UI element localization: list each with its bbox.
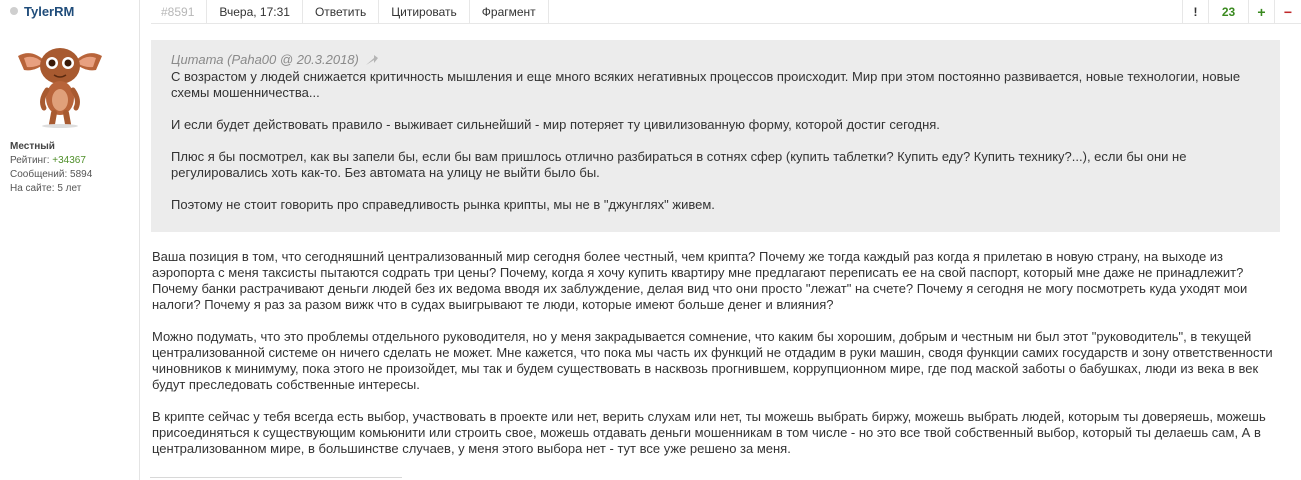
rating-label: Рейтинг: [10,155,50,166]
user-row [10,4,139,18]
quote-button[interactable]: Цитировать [379,0,470,23]
onsite-value: 5 лет [57,183,82,194]
rating-value: +34367 [52,155,86,166]
reply-button[interactable]: Ответить [303,0,379,23]
onsite-label: На сайте: [10,183,55,194]
quote-paragraph: С возрастом у людей снижается критичность мышления и еще много всяких негативных процессов происходит. Мир при этом постоянно развивается, новые технологии, новые схемы мошенничества... [171,69,1241,100]
post-paragraph: Ваша позиция в том, что сегодняшний централизованный мир сегодня более честный, чем крипта? Почему же тогда каждый раз когда я прилетаю в новую страну, на выходе из аэропорта с меня таксисты пытаются содрать три цены? Почему, когда я хочу купить квартиру мне предлагают переписать ее на свой паспорт, который мне даже не принадлежит? Почему банки растрачивают деньги людей без их ведома вводя их заблуждение, делая вид что они просто "лежат" на счете? Почему я сегодня не могу посмотреть куда уходят мои налоги? Почему я раз за разом вижк что в судах выигрывают те люди, которые имеют больше денег и влияния? [152,249,1248,312]
quote-block [151,40,1280,232]
user-onsite [10,182,139,196]
quote-paragraph: И если будет действовать правило - выживает сильнейший - мир потеряет ту цивилизованную форму, которой достиг сегодня. [171,117,940,132]
quote-paragraph: Поэтому не стоит говорить про справедливость рынка крипты, мы не в "джунглях" живем. [171,197,715,212]
avatar[interactable] [10,28,110,128]
post-number-link[interactable]: #8591 [151,0,207,23]
user-rating [10,154,139,168]
quote-author: Цитата (Paha00 @ 20.3.2018) [171,52,359,67]
user-rank: Местный [10,141,55,152]
upvote-button[interactable]: + [1249,0,1275,23]
report-button[interactable]: ! [1183,0,1209,23]
toolbar-spacer [549,0,1183,23]
downvote-button[interactable]: − [1283,3,1293,20]
quote-paragraph: Плюс я бы посмотрел, как вы запели бы, если бы вам пришлось отлично разбираться в сотнях сфер (купить таблетки? Купить еду? Купить технику?...), если бы они не регулировались хоть как-то. Без автомата на улицу не выйти было бы. [171,149,1187,180]
username-link[interactable]: TylerRM [24,3,75,19]
post-rating: 23 [1209,0,1249,23]
post [151,0,1301,480]
posts-label: Сообщений: [10,169,68,180]
quote-arrow-icon[interactable] [365,55,379,65]
user-posts [10,168,139,182]
post-body [152,249,1287,473]
post-paragraph: Можно подумать, что это проблемы отдельного руководителя, но у меня закрадывается сомнение, что каким бы хорошим, добрым и честным ни был этот "руководитель", в текущей централизованной системе он ничего сделать не может. Мне кажется, что пока мы часть их функций не отдадим в руки машин, сводя функции самих государств и зону ответственности чиновников к минимуму, пока этого не произойдет, мы так и будем существовать в насквозь прогнившем, коррупционном мире, где под маской заботы о бабушках, люди из века в век будут преследовать собственные интересы. [152,329,1273,392]
offline-status-icon [10,7,18,15]
posts-value: 5894 [70,169,93,180]
post-paragraph: В крипте сейчас у тебя всегда есть выбор, участвовать в проекте или нет, верить слухам или нет, ты можешь выбрать биржу, можешь выбрать людей, которым ты доверяешь, можешь присоединяться к существующим комьюнити или строить свое, можешь отдавать деньги мошенникам в том числе - но это все твой собственный выбор, который ты делаешь сам, А в централизованном мире, в большинстве случаев, у меня этого выбора нет - тут все уже решено за меня. [152,409,1266,456]
quote-header [171,52,1260,68]
post-date: Вчера, 17:31 [207,0,303,23]
post-toolbar [151,0,1301,24]
post-divider [150,477,402,478]
user-sidebar [0,0,140,480]
fragment-button[interactable]: Фрагмент [470,0,549,23]
user-info [10,140,139,196]
